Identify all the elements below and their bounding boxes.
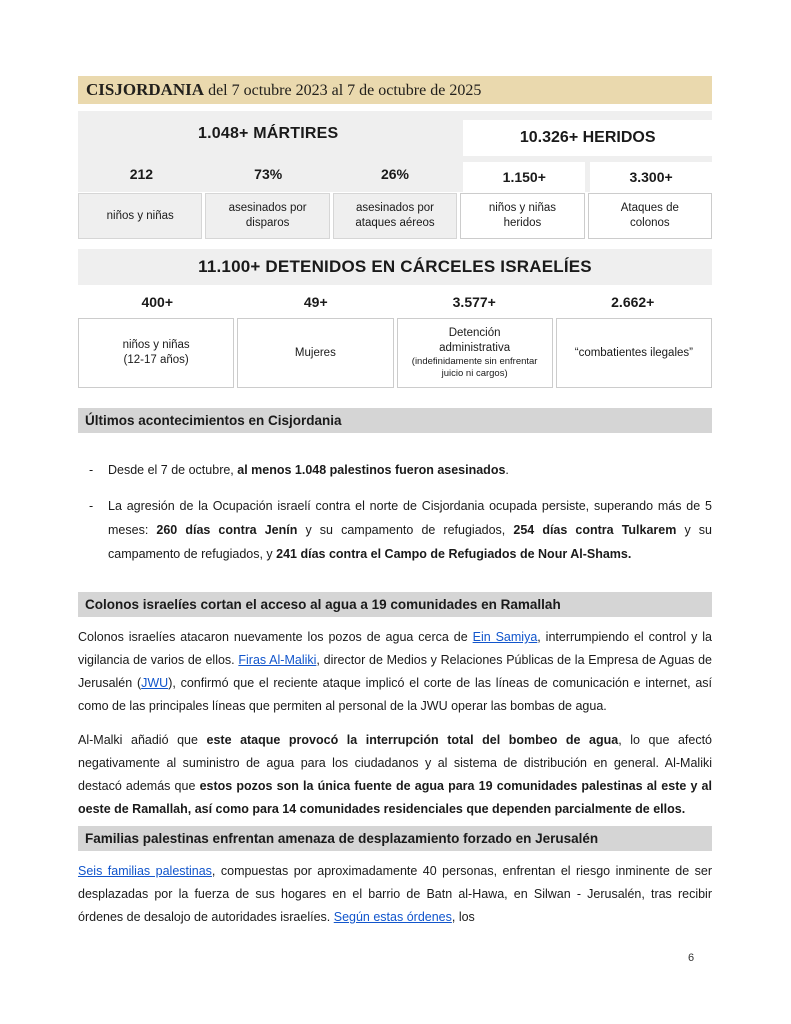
section-heading-latest-events: Últimos acontecimientos en Cisjordania [78,408,712,433]
stat-label-settler-attacks: Ataques de colonos [588,193,712,239]
stat-value-killed-by-airstrikes: 26% [380,166,409,182]
stat-value-killed-by-gunfire: 73% [254,166,283,182]
bullet-marker: - [89,499,94,513]
text-link[interactable]: Ein Samiya [472,630,538,644]
stat-value-child-detainees: 400+ [141,294,174,310]
text-link[interactable]: Firas Al-Maliki [238,653,317,667]
list-item [78,494,712,566]
text-run: Colonos israelíes atacaron nuevamente los pozos de agua cerca de [78,630,473,644]
label-main: niños y niñas [122,339,190,351]
stat-value-children-killed: 212 [129,166,154,182]
text-run: , director de Medios y Relaciones Públicas de la Empresa de Aguas de Jerusalén ( [78,653,712,690]
page-content [78,76,712,929]
label-main: Detención administrativa [439,327,511,354]
detenidos-label-row [78,318,712,388]
stat-label-killed-by-airstrikes: asesinados por ataques aéreos [333,193,457,239]
stat-label-women-detainees [237,318,393,388]
label-main: Mujeres [294,346,336,359]
detenidos-number-row [78,285,712,318]
heridos-total: 10.326+ HERIDOS [463,120,712,156]
stat-label-killed-by-gunfire: asesinados por disparos [205,193,329,239]
bold-text: 254 días contra Tulkarem [513,523,677,537]
text-run: , interrumpiendo el control y la vigilancia de varios de ellos. [78,630,712,667]
page-number: 6 [688,952,695,964]
text-link[interactable]: Seis familias palestinas [78,864,212,878]
bold-text: al menos 1.048 palestinos fueron asesinados [237,463,506,477]
stat-label-children-injured: niños y niñas heridos [460,193,584,239]
stat-value-settler-attacks-wrap [585,156,712,192]
stats-top-block [78,111,712,192]
stats-label-row [78,193,712,239]
text-run: La agresión de la Ocupación israelí contra el norte de Cisjordania ocupada persiste, superando más de 5 meses: [108,499,712,537]
stat-value-settler-attacks: 3.300+ [590,162,712,192]
paragraph-water-1 [78,626,712,718]
text-run: y su campamento de refugiados, y [108,523,713,561]
text-run: ), confirmó que el reciente ataque implicó el corte de las líneas de comunicación e internet, así como de las principales líneas que permiten al personal de la JWU operar las bombas de agua. [78,676,712,713]
bullet-text [108,494,712,566]
martires-total: 1.048+ MÁRTIRES [198,124,339,142]
casualty-stats-table [78,111,712,388]
stat-label-children-killed: niños y niñas [78,193,202,239]
bold-text: este ataque provocó la interrupción total del bombeo de agua [206,733,619,747]
list-item [78,458,712,482]
text-run: , los [451,910,475,924]
stat-label-unlawful-combatants [556,318,712,388]
section-heading-forced-displacement: Familias palestinas enfrentan amenaza de desplazamiento forzado en Jerusalén [78,826,712,851]
bold-text: estos pozos son la única fuente de agua para 19 comunidades palestinas al este y al oeste de Ramallah, así como para 14 comunidades residenciales que dependen parcialmente de ellos. [78,779,712,816]
region-title: CISJORDANIA [86,80,205,99]
latest-events-list [78,458,712,566]
bold-text: 260 días contra Jenín [156,523,298,537]
text-link[interactable]: JWU [141,676,169,690]
detenidos-total: 11.100+ DETENIDOS EN CÁRCELES ISRAELÍES [78,249,712,285]
stat-value-administrative-detention: 3.577+ [452,294,496,310]
label-sub: (indefinidamente sin enfrentar juicio ni cargos) [411,356,538,379]
text-run: Desde el 7 de octubre, [108,463,238,477]
text-run: y su campamento de refugiados, [297,523,514,537]
section-heading-water-access: Colonos israelíes cortan el acceso al agua a 19 comunidades en Ramallah [78,592,712,617]
stat-label-child-detainees [78,318,234,388]
text-run: Al-Malki añadió que [78,733,207,747]
label-main: “combatientes ilegales” [574,346,693,359]
stat-label-administrative-detention [397,318,553,388]
stat-value-women-detainees: 49+ [303,294,328,310]
paragraph-water-2 [78,729,712,821]
report-period-banner [78,76,712,104]
stat-value-unlawful-combatants: 2.662+ [611,294,655,310]
label-sub: (12-17 años) [123,354,189,366]
stat-value-children-injured-wrap [458,156,585,192]
text-run: , compuestas por aproximadamente 40 personas, enfrentan el riesgo inminente de ser desplazadas por la fuerza de sus hogares en el barrio de Batn al-Hawa, en Silwan - Jerusalén, tras recibir órdenes de desalojo de autoridades israelíes. [78,864,712,924]
paragraph-families-1 [78,860,712,929]
stats-title-row [78,111,712,156]
text-run: . [505,463,509,477]
stat-value-children-injured: 1.150+ [463,162,585,192]
heridos-total-wrap [458,111,712,156]
bullet-marker: - [89,463,94,477]
text-run: , lo que afectó negativamente al suministro de agua para los ciudadanos y al sistema de distribución en general. Al-Maliki destacó además que [78,733,712,793]
report-period: del 7 octubre 2023 al 7 de octubre de 2025 [204,82,482,99]
text-link[interactable]: Según estas órdenes [333,910,452,924]
stats-number-row [78,156,712,192]
bullet-text [108,458,712,482]
bold-text: 241 días contra el Campo de Refugiados de Nour Al-Shams. [276,547,632,561]
